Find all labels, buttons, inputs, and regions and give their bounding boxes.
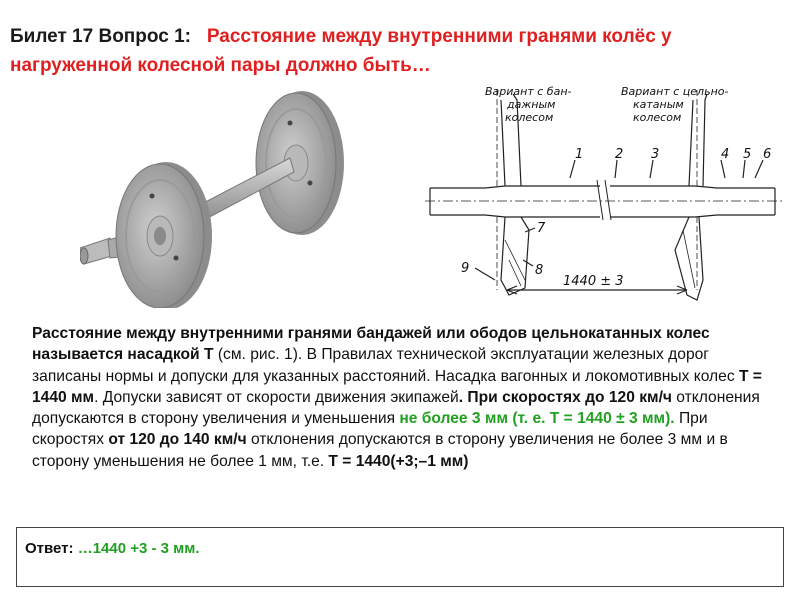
label-right-3: колесом — [633, 111, 682, 124]
answer-text — [25, 540, 200, 557]
text-definition: Расстояние между внутренними гранями бандажей или ободов цельнокатанных колес называется насадкой Т — [32, 325, 710, 364]
number-9: 9 — [461, 261, 470, 276]
answer-value: …1440 +3 - 3 мм. — [77, 540, 200, 557]
label-left-3: колесом — [505, 111, 554, 124]
slide-title — [10, 22, 790, 80]
number-7: 7 — [537, 221, 546, 236]
label-right-1: Вариант с цельно- — [621, 85, 729, 98]
label-right-2: катаным — [633, 98, 684, 111]
dimension-label: 1440 ± 3 — [563, 274, 624, 289]
axle-top-line — [430, 186, 775, 188]
right-wheel-profile — [675, 100, 703, 300]
tolerance-highlight: не более 3 мм (т. е. Т = 1440 ± 3 мм). — [399, 410, 675, 428]
label-left-2: дажным — [507, 98, 556, 111]
number-8: 8 — [535, 263, 544, 278]
number-6: 6 — [763, 147, 772, 162]
left-wheel-profile — [501, 100, 529, 295]
number-1: 1 — [575, 147, 584, 162]
explanation-text: Расстояние между внутренними гранями бандажей или ободов цельнокатанных колес называется насадкой Т (см. рис. 1). В Правилах технической эксплуатации железных дорог записаны нормы и допуски для указанных расстояний. Насадка вагонных и локомотивных колес Т = 1440 мм. Допуски зависят от скорости движения экипажей. При скоростях до 120 км/ч отклонения допускаются в сторону увеличения и уменьшения не более 3 мм (т. е. Т = 1440 ± 3 мм). При скоростях от 120 до 140 км/ч отклонения допускаются в сторону увеличения не более 3 мм и в сторону уменьшения не более 1 мм, т.е. Т = 1440(+3;–1 мм) — [32, 325, 762, 470]
number-5: 5 — [743, 147, 752, 162]
number-4: 4 — [721, 147, 730, 162]
ticket-label: Билет 17 Вопрос 1: — [10, 26, 191, 47]
answer-label: Ответ: — [25, 540, 78, 557]
wheelset-illustration — [80, 88, 360, 308]
answer-box — [16, 527, 784, 587]
number-2: 2 — [615, 147, 624, 162]
question-text: Расстояние между внутренними гранями колёс у нагруженной колесной пары должно быть… — [10, 26, 672, 76]
number-3: 3 — [651, 147, 660, 162]
label-left-1: Вариант с бан- — [485, 85, 572, 98]
technical-scheme — [425, 80, 795, 320]
